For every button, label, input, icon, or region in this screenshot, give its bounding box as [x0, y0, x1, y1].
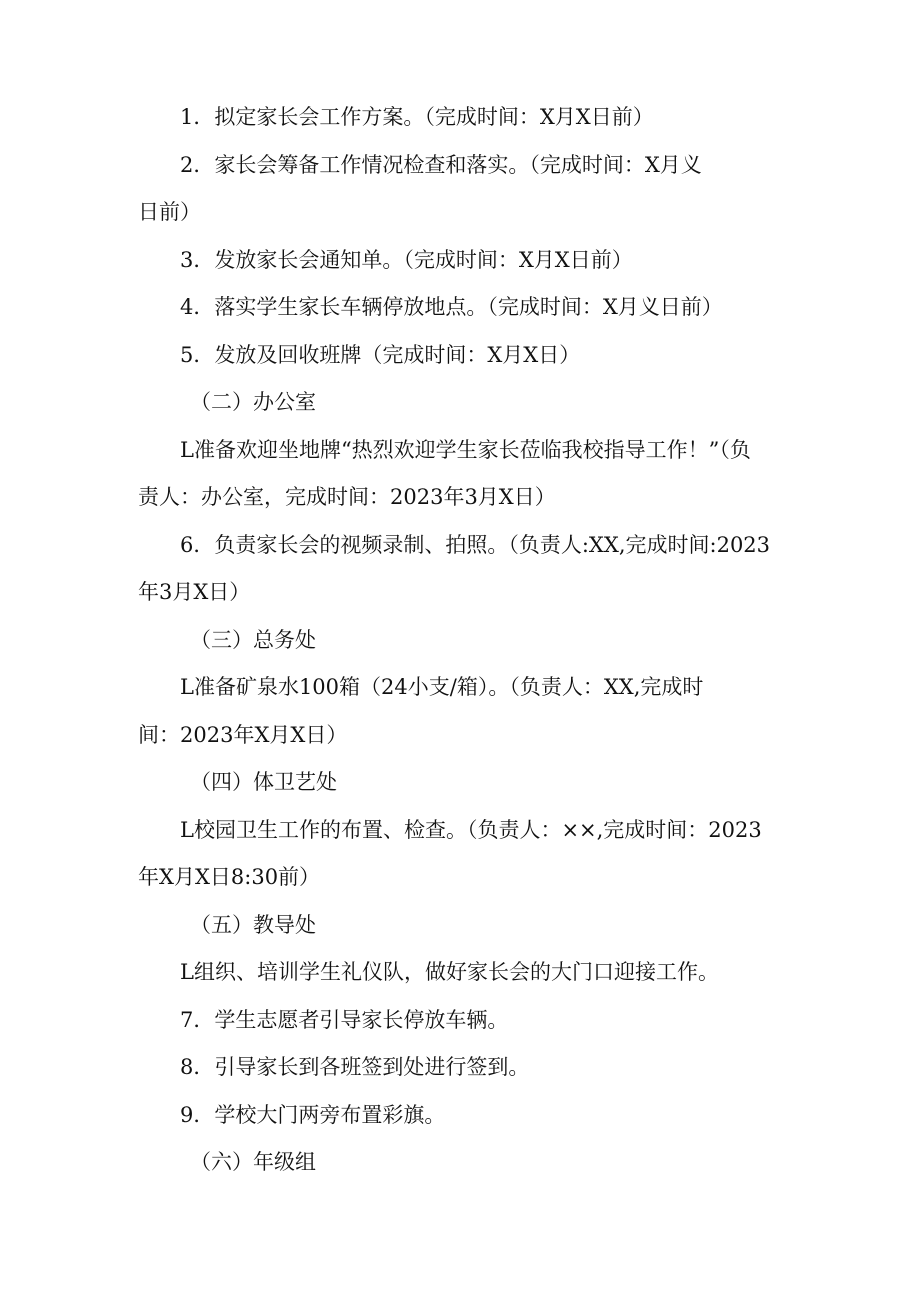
list-item: L准备欢迎坐地牌“热烈欢迎学生家长莅临我校指导工作！”（负 [180, 437, 751, 462]
list-item-continuation: 年3月X日） [138, 580, 251, 604]
list-item: L校园卫生工作的布置、检查。（负责人：××,完成时间：2023 [180, 817, 762, 842]
section-heading: （三）总务处 [190, 627, 316, 652]
list-item-continuation: 责人：办公室，完成时间：2023年3月X日） [138, 485, 556, 509]
list-item: 6．负责家长会的视频录制、拍照。（负责人:XX,完成时间:2023 [180, 532, 771, 557]
list-item: 2．家长会筹备工作情况检查和落实。（完成时间：X月义 [180, 152, 702, 177]
section-heading: （六）年级组 [190, 1150, 316, 1174]
list-item: 9．学校大门两旁布置彩旗。 [180, 1102, 446, 1127]
list-item-continuation: 年X月X日8:30前） [138, 865, 321, 889]
list-item: 8．引导家长到各班签到处进行签到。 [180, 1055, 530, 1079]
list-item: 3．发放家长会通知单。（完成时间：X月X日前） [180, 247, 633, 272]
section-heading: （二）办公室 [190, 390, 316, 414]
section-heading: （四）体卫艺处 [190, 770, 337, 794]
list-item: L准备矿泉水100箱（24小支/箱）。（负责人：XX,完成时 [180, 675, 704, 699]
document-body [138, 100, 798, 1193]
list-item-continuation: 日前） [138, 200, 201, 224]
list-item: 1．拟定家长会工作方案。（完成时间：X月X日前） [180, 105, 654, 129]
list-item: 4．落实学生家长车辆停放地点。（完成时间：X月义日前） [180, 295, 723, 319]
list-item: L组织、培训学生礼仪队，做好家长会的大门口迎接工作。 [180, 960, 719, 984]
section-heading: （五）教导处 [190, 912, 316, 937]
list-item: 7．学生志愿者引导家长停放车辆。 [180, 1007, 509, 1032]
list-item-continuation: 间：2023年X月X日） [138, 722, 348, 747]
list-item: 5．发放及回收班牌（完成时间：X月X日） [180, 342, 581, 367]
